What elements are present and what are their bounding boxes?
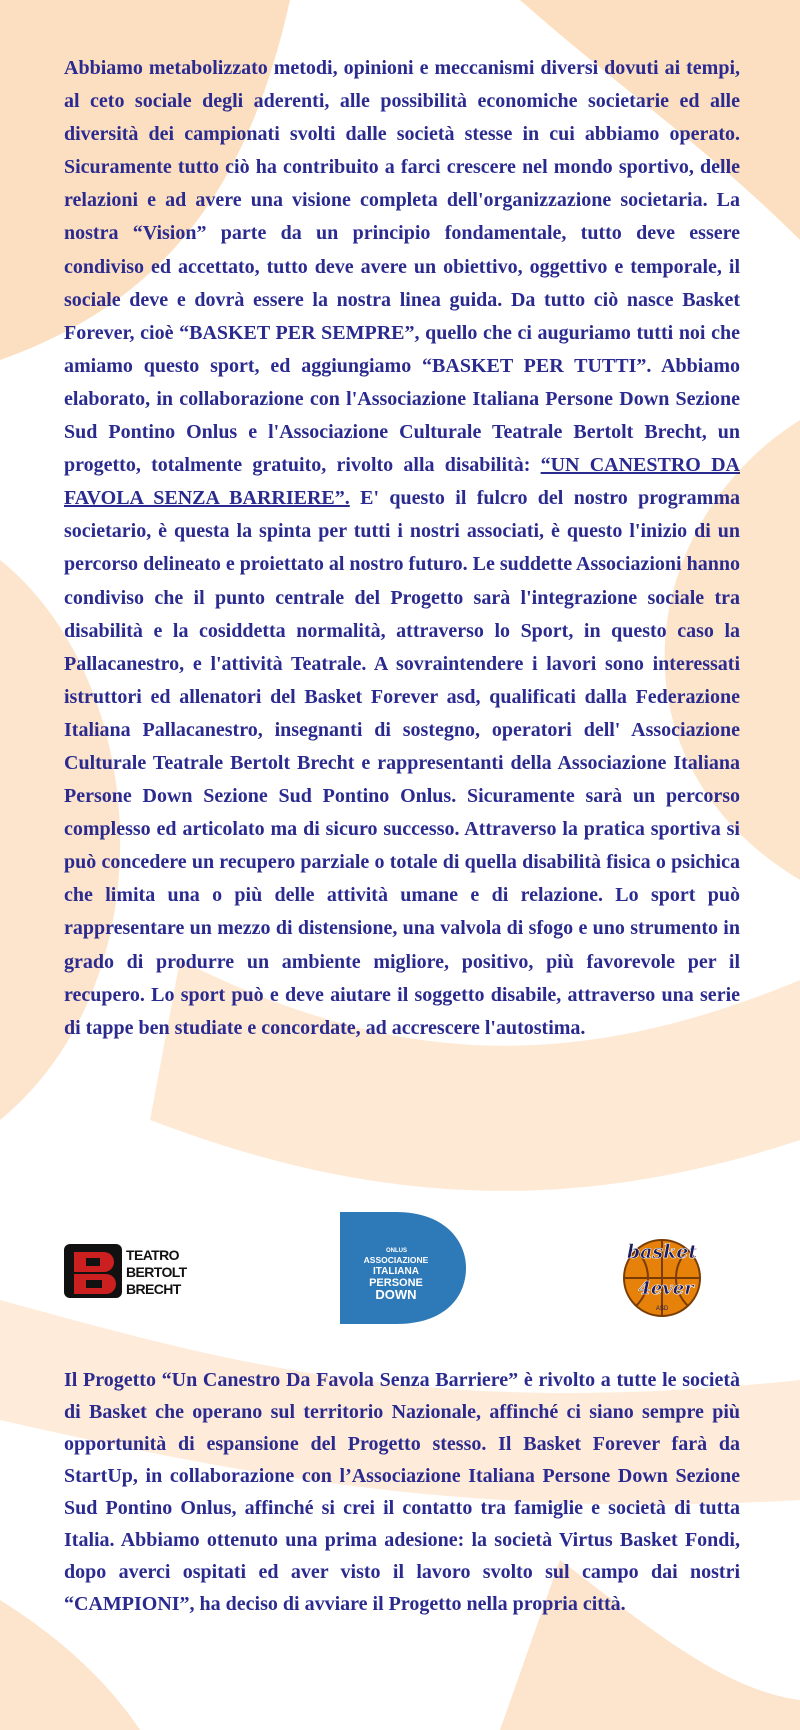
teatro-bertolt-brecht-logo (64, 1240, 192, 1302)
teatro-line-3: BRECHT (126, 1281, 181, 1297)
basket-forever-logo (614, 1228, 710, 1320)
project-title-link[interactable]: “UN CANESTRO DA FAVOLA SENZA BARRIERE”. (64, 454, 740, 510)
aipd-onlus: ONLUS (386, 1248, 407, 1254)
project-paragraph: Il Progetto “Un Canestro Da Favola Senza Barriere” è rivolto a tutte le società di Basket che operano sul territorio Nazionale, affinché ci siano sempre più opportunità di espansione del Progetto stesso. Il Basket Forever farà da StartUp, in collaborazione con l’Associazione Italiana Persone Down Sezione Sud Pontino Onlus, affinché si crei il contatto tra famiglie e società di tutta Italia. Abbiamo ottenuto una prima adesione: la società Virtus Basket Fondi, dopo averci ospitati ed aver visto il lavoro svolto sul campo dai nostri “CAMPIONI”, ha deciso di avviare il Progetto nella propria città. (64, 1369, 740, 1615)
aipd-logo (340, 1212, 466, 1324)
intro-text-start: Abbiamo metabolizzato metodi, opinioni e meccanismi diversi dovuti ai tempi, al ceto sociale degli aderenti, alle possibilità economiche societarie ed alle diversità dei campionati svolti dalle società stesse in cui abbiamo operato. Sicuramente tutto ciò ha contribuito a farci crescere nel mondo sportivo, delle relazioni e ad avere una visione completa dell'organizzazione societaria. La nostra “Vision” parte da un principio fondamentale, tutto deve essere condiviso ed accettato, tutto deve avere un obiettivo, oggettivo e temporale, il sociale deve e dovrà essere la nostra linea guida. Da tutto ciò nasce Basket Forever, cioè “BASKET PER SEMPRE”, quello che ci auguriamo tutti noi che amiamo questo sport, ed aggiungiamo “BASKET PER TUTTI”. Abbiamo elaborato, in collaborazione con l'Associazione Italiana Persone Down Sezione Sud Pontino Onlus e l'Associazione Culturale Teatrale Bertolt Brecht, un progetto, totalmente gratuito, rivolto alla disabilità: (64, 57, 740, 477)
teatro-line-1: TEATRO (126, 1247, 179, 1263)
aipd-line-4: DOWN (375, 1287, 417, 1302)
forever-word: 4ever (638, 1278, 694, 1299)
aipd-line-2: ITALIANA (373, 1266, 419, 1277)
teatro-line-2: BERTOLT (126, 1264, 187, 1280)
aipd-line-1: ASSOCIAZIONE (363, 1255, 429, 1265)
aipd-line-3: PERSONE (369, 1277, 423, 1289)
basket-asd: ASD (655, 1306, 669, 1312)
intro-text-end: E' questo il fulcro del nostro programma societario, è questa la spinta per tutti i nostri associati, è questo l'inizio di un percorso delineato e proiettato al nostro futuro. Le suddette Associazioni hanno condiviso che il punto centrale del Progetto sarà l'integrazione sociale tra disabilità e la cosiddetta normalità, attraverso lo Sport, in questo caso la Pallacanestro, e l'attività Teatrale. A sovraintendere i lavori sono interessati istruttori ed allenatori del Basket Forever asd, qualificati dalla Federazione Italiana Pallacanestro, insegnanti di sostegno, operatori dell' Associazione Culturale Teatrale Bertolt Brecht e rappresentanti della Associazione Italiana Persone Down Sezione Sud Pontino Onlus. Sicuramente sarà un percorso complesso ed articolato ma di sicuro successo. Attraverso la pratica sportiva si può concedere un recupero parziale o totale di quella disabilità fisica o psichica che limita una o più delle attività umane e di relazione. Lo sport può rappresentare un mezzo di distensione, una valvola di sfogo e uno strumento in grado di produrre un ambiente migliore, positivo, più favorevole per il recupero. Lo sport può e deve aiutare il soggetto disabile, attraverso una serie di tappe ben studiate e concordate, ad accrescere l'autostima. (64, 487, 740, 1039)
bb-mark-icon (64, 1244, 122, 1298)
basket-word: basket (626, 1241, 698, 1263)
intro-paragraph (64, 52, 740, 1045)
